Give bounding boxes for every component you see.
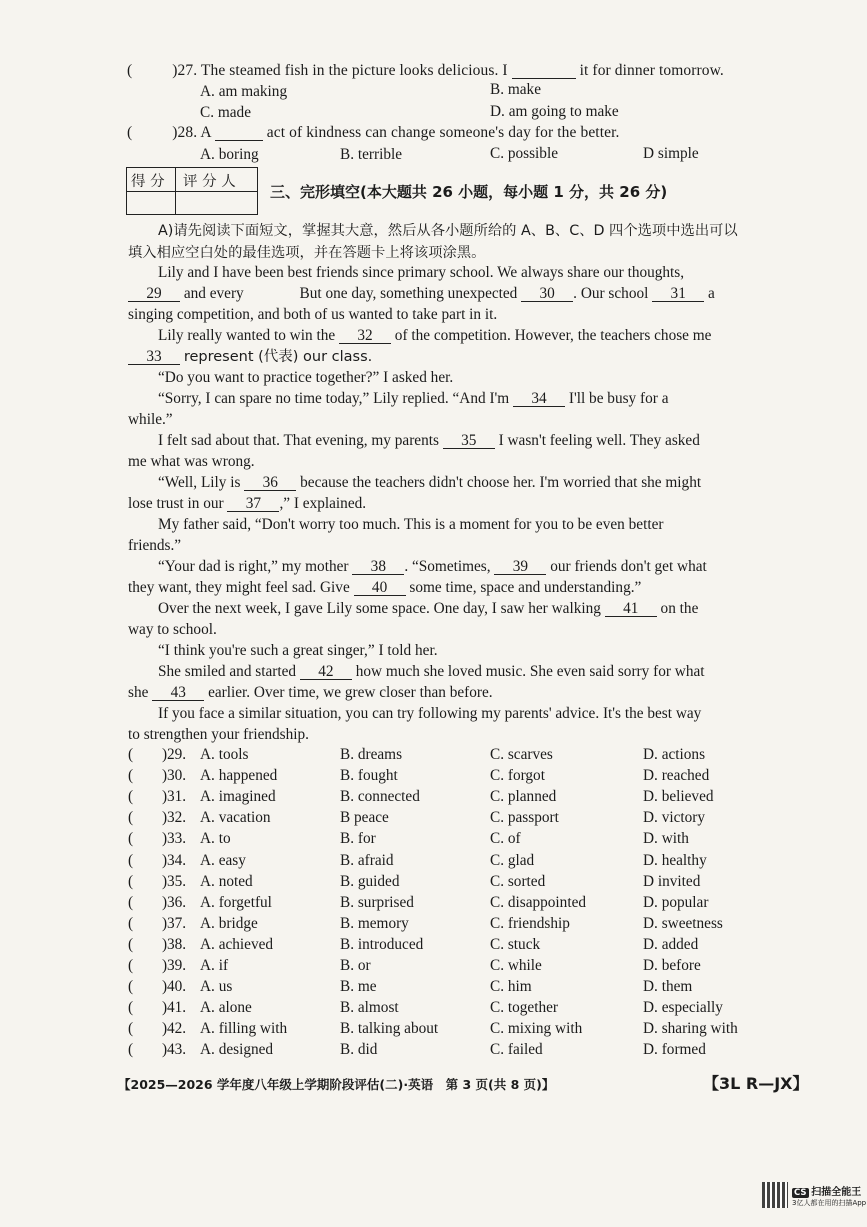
blank-42: 42 [300, 664, 352, 680]
option-c: C. friendship [490, 914, 570, 932]
answer-paren: ( [128, 957, 134, 974]
answer-paren: ) [162, 935, 168, 953]
answer-paren: ( [128, 767, 134, 785]
answer-paren: ( [128, 830, 134, 848]
question-number: 40. [167, 978, 187, 996]
blank-41: 41 [605, 601, 657, 617]
passage-line: singing competition, and both of us wanted to take part in it. [128, 306, 498, 323]
answer-paren: ( [128, 914, 134, 932]
answer-paren: ( [128, 746, 134, 763]
option-d: D. believed [643, 788, 714, 806]
passage-line: Lily and I have been best friends since primary school. We always share our thoughts, [158, 264, 685, 281]
option-b: B. introduced [340, 935, 424, 953]
question-number: 28. [177, 124, 198, 141]
option-b: B. fought [340, 767, 398, 785]
passage-line: lose trust in our 37 ,” I explained. [128, 495, 367, 512]
option-b: B. for [340, 830, 376, 848]
option-a: A. designed [200, 1041, 274, 1059]
blank-32: 32 [339, 328, 391, 344]
option-d: D. sharing with [643, 1020, 738, 1038]
answer-paren: ) [162, 767, 168, 785]
passage-line: “I think you're such a great singer,” I told her. [158, 642, 438, 659]
question-number: 29. [167, 746, 187, 763]
option-d: D invited [643, 872, 701, 890]
answer-paren: ( [128, 851, 134, 869]
option-b: B. make [490, 81, 541, 98]
question-number: 38. [167, 935, 187, 953]
answer-paren: ) [162, 830, 168, 848]
option-d: D. reached [643, 767, 710, 785]
instructions-line: 填入相应空白处的最佳选项，并在答题卡上将该项涂黑。 [128, 245, 486, 261]
option-a: A. us [200, 978, 233, 996]
answer-paren: ( [128, 893, 134, 911]
option-b: B. talking about [340, 1020, 439, 1038]
qr-code-icon [762, 1182, 788, 1208]
section-title: 三、完形填空(本大题共 26 小题，每小题 1 分，共 26 分) [270, 183, 668, 201]
blank-40: 40 [354, 580, 406, 596]
question-number: 31. [167, 788, 187, 806]
answer-paren: ) [162, 746, 168, 763]
passage-line: “Your dad is right,” my mother 38 . “Sometimes, 39 our friends don't get what [158, 558, 707, 575]
option-b: B. surprised [340, 893, 414, 911]
question-28: ( )28. A act of kindness can change someone's day for the better. [127, 124, 620, 141]
passage-line: Lily really wanted to win the 32 of the competition. However, the teachers chose me [158, 327, 712, 344]
option-c: C. together [490, 999, 558, 1017]
option-a: A. filling with [200, 1020, 288, 1038]
option-c: C. stuck [490, 935, 541, 953]
option-b: B. or [340, 957, 371, 974]
passage-line: they want, they might feel sad. Give 40 some time, space and understanding.” [128, 579, 642, 596]
answer-paren: ) [162, 893, 168, 911]
option-d: D simple [643, 145, 699, 162]
option-d: D. am going to make [490, 103, 619, 120]
option-a: A. bridge [200, 914, 258, 932]
question-stem: The steamed fish in the picture looks delicious. I [200, 62, 508, 79]
option-b: B. guided [340, 872, 400, 890]
option-a: A. imagined [200, 788, 276, 806]
question-number: 36. [167, 893, 187, 911]
option-d: D. victory [643, 809, 706, 827]
option-d: D. sweetness [643, 914, 723, 932]
scanner-badge [792, 1183, 866, 1208]
answer-paren: ) [162, 999, 168, 1017]
option-d: D. healthy [643, 851, 707, 869]
answer-paren: ( [128, 1020, 134, 1038]
option-c: C. him [490, 978, 532, 996]
answer-blank [215, 125, 263, 141]
option-d: D. added [643, 935, 699, 953]
question-number: 34. [167, 851, 187, 869]
answer-paren: ) [162, 1020, 168, 1038]
passage-line: while.” [128, 411, 173, 428]
passage-line: “Well, Lily is 36 because the teachers didn't choose her. I'm worried that she might [158, 474, 702, 491]
option-c: C. made [200, 104, 251, 121]
passage-line: 33 represent (代表) our class. [128, 346, 372, 368]
option-a: A. tools [200, 746, 249, 763]
answer-paren: ) [162, 978, 168, 996]
passage-line: “Do you want to practice together?” I asked her. [158, 369, 454, 386]
option-c: C. possible [490, 145, 558, 162]
option-c: C. glad [490, 851, 535, 869]
question-number: 42. [167, 1020, 187, 1038]
answer-paren: ( [128, 999, 134, 1017]
question-number: 41. [167, 999, 187, 1017]
option-b: B. memory [340, 914, 409, 932]
question-number: 39. [167, 957, 187, 974]
passage-line: to strengthen your friendship. [128, 726, 309, 743]
option-c: C. mixing with [490, 1020, 583, 1038]
option-a: A. happened [200, 767, 278, 785]
option-c: C. while [490, 957, 542, 974]
option-d: D. popular [643, 893, 709, 911]
score-table [126, 167, 258, 215]
answer-paren: ( [128, 872, 134, 890]
page-footer: 【2025—2026 学年度八年级上学期阶段评估(二)·英语 第 3 页(共 8 页)】 [118, 1077, 555, 1092]
option-c: C. scarves [490, 746, 553, 763]
table-divider [127, 191, 257, 192]
option-c: C. failed [490, 1041, 543, 1059]
option-a: A. achieved [200, 935, 274, 953]
blank-38: 38 [352, 559, 404, 575]
option-a: A. easy [200, 851, 246, 869]
option-a: A. alone [200, 999, 252, 1017]
option-d: D. with [643, 830, 689, 848]
answer-paren: ) [162, 1041, 168, 1059]
scanner-logo: CS [794, 1188, 807, 1198]
blank-34: 34 [513, 391, 565, 407]
answer-paren: ( [128, 788, 134, 806]
blank-35: 35 [443, 433, 495, 449]
option-d: D. actions [643, 746, 706, 763]
passage-line: me what was wrong. [128, 453, 255, 470]
answer-paren: ) [162, 872, 168, 890]
passage-line: friends.” [128, 537, 182, 554]
question-number: 27. [177, 62, 198, 79]
option-b: B. dreams [340, 746, 403, 763]
scanner-label: 扫描全能王 [811, 1187, 862, 1198]
passage-line: She smiled and started 42 how much she loved music. She even said sorry for what [158, 663, 705, 680]
table-divider [175, 168, 176, 214]
option-b: B. did [340, 1041, 378, 1059]
blank-31: 31 [652, 286, 704, 302]
blank-43: 43 [152, 685, 204, 701]
option-d: D. them [643, 978, 693, 996]
option-c: C. of [490, 830, 521, 848]
option-b: B. connected [340, 788, 420, 806]
option-c: C. disappointed [490, 893, 587, 911]
passage-line: If you face a similar situation, you can try following my parents' advice. It's the best way [158, 705, 702, 722]
option-b: B. almost [340, 999, 399, 1017]
instructions-line: A)请先阅读下面短文，掌握其大意，然后从各小题所给的 A、B、C、D 四个选项中选出可以 [158, 223, 738, 239]
score-label: 得 分 [131, 174, 165, 190]
grader-label: 评 分 人 [183, 174, 236, 190]
blank-30: 30 [521, 286, 573, 302]
option-c: C. passport [490, 809, 559, 827]
option-b: B. afraid [340, 851, 394, 869]
option-a: A. vacation [200, 809, 271, 827]
answer-paren: ) [162, 788, 168, 806]
question-number: 32. [167, 809, 187, 827]
answer-paren: ) [162, 957, 168, 974]
option-c: C. planned [490, 788, 557, 806]
answer-paren: ) [162, 851, 168, 869]
answer-paren: ( [128, 809, 134, 827]
answer-paren: ( [128, 1041, 134, 1059]
option-a: A. if [200, 957, 229, 974]
passage-line: she 43 earlier. Over time, we grew closer than before. [128, 684, 493, 701]
option-b: B. me [340, 978, 377, 996]
option-d: D. formed [643, 1041, 706, 1059]
option-a: A. boring [200, 146, 259, 163]
answer-paren: ( [128, 978, 134, 996]
passage-line: My father said, “Don't worry too much. This is a moment for you to be even better [158, 516, 664, 533]
question-number: 30. [167, 767, 187, 785]
option-d: D. especially [643, 999, 723, 1017]
option-b: B peace [340, 809, 389, 827]
passage-line: way to school. [128, 621, 217, 638]
option-a: A. forgetful [200, 893, 272, 911]
answer-paren: ( [128, 935, 134, 953]
blank-36: 36 [244, 475, 296, 491]
option-a: A. to [200, 830, 231, 848]
blank-37: 37 [227, 496, 279, 512]
option-a: A. noted [200, 872, 253, 890]
question-number: 43. [167, 1041, 187, 1059]
answer-paren: ) [162, 809, 168, 827]
question-27: ( )27. The steamed fish in the picture looks delicious. I it for dinner tomorrow. [127, 62, 724, 79]
option-c: C. forgot [490, 767, 545, 785]
blank-29: 29 [128, 286, 180, 302]
paper-code: 【3L R—JX】 [703, 1074, 809, 1093]
question-stem: A [200, 124, 211, 141]
passage-line: I felt sad about that. That evening, my parents 35 I wasn't feeling well. They asked [158, 432, 700, 449]
blank-33: 33 [128, 349, 180, 365]
option-d: D. before [643, 957, 701, 974]
passage-line: Over the next week, I gave Lily some space. One day, I saw her walking 41 on the [158, 600, 699, 617]
answer-paren: ) [162, 914, 168, 932]
passage-line: 29 and every But one day, something unexpected 30 . Our school 31 a [128, 283, 715, 304]
question-number: 37. [167, 914, 187, 932]
scanner-sub: 3亿人都在用的扫描App [792, 1199, 867, 1207]
question-number: 35. [167, 872, 187, 890]
option-a: A. am making [200, 83, 288, 100]
answer-blank [512, 63, 576, 79]
passage-line: “Sorry, I can spare no time today,” Lily replied. “And I'm 34 I'll be busy for a [158, 390, 669, 407]
option-c: C. sorted [490, 872, 546, 890]
blank-39: 39 [494, 559, 546, 575]
question-number: 33. [167, 830, 187, 848]
option-b: B. terrible [340, 146, 403, 163]
